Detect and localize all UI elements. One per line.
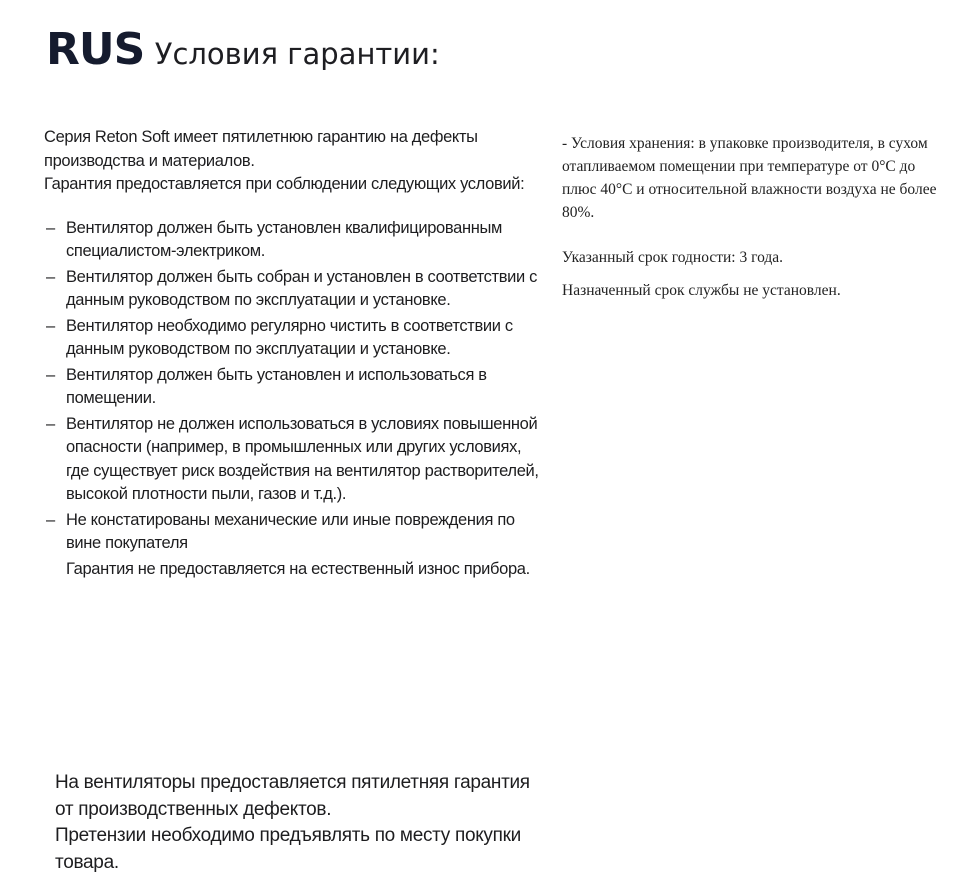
intro-paragraph: Серия Reton Soft имеет пятилетнюю гарантию на дефекты производства и материалов. (44, 128, 478, 170)
intro-paragraph: Гарантия предоставляется при соблюдении следующих условий: (44, 175, 525, 193)
condition-item (44, 217, 544, 264)
bullet-dash: – (46, 316, 55, 335)
language-code: RUS (46, 24, 145, 75)
condition-item (44, 315, 544, 362)
summary-paragraph: Претензии необходимо предъявлять по месту покупки товара. (55, 825, 521, 873)
page-header (46, 24, 440, 75)
bullet-dash: – (46, 267, 55, 286)
condition-text: Вентилятор должен быть установлен квалифицированным специалистом-электриком. (66, 218, 502, 260)
condition-item (44, 364, 544, 411)
bullet-dash: – (46, 365, 55, 384)
condition-text: Вентилятор не должен использоваться в условиях повышенной опасности (например, в промышленных или других условиях, где существует риск воздействия на вентилятор растворителей, высокой плотности пыли, газов и т.д.). (66, 414, 539, 503)
condition-text: Вентилятор должен быть установлен и использоваться в помещении. (66, 365, 487, 407)
conditions-list (44, 217, 544, 556)
warranty-terms-column (44, 126, 544, 581)
shelf-life: Указанный срок годности: 3 года. (562, 249, 784, 266)
intro-section (44, 126, 544, 197)
condition-text: Вентилятор необходимо регулярно чистить в соответствии с данным руководством по эксплуатации и установке. (66, 316, 513, 358)
condition-item (44, 509, 544, 556)
bullet-dash: – (46, 510, 55, 529)
condition-text: Не констатированы механические или иные повреждения по вине покупателя (66, 510, 515, 552)
storage-info-column (562, 132, 952, 302)
condition-text: Вентилятор должен быть собран и установлен в соответствии с данным руководством по эксплуатации и установке. (66, 267, 538, 309)
summary-section (55, 770, 545, 876)
storage-conditions: - Условия хранения: в упаковке производителя, в сухом отапливаемом помещении при температуре от 0°С до плюс 40°С и относительной влажности воздуха не более 80%. (562, 135, 937, 221)
page-title: Условия гарантии: (154, 37, 440, 71)
summary-paragraph: На вентиляторы предоставляется пятилетняя гарантия от производственных дефектов. (55, 772, 530, 820)
service-life: Назначенный срок службы не установлен. (562, 282, 841, 299)
condition-item (44, 266, 544, 313)
exclusion-note: Гарантия не предоставляется на естественный износ прибора. (66, 559, 530, 578)
bullet-dash: – (46, 414, 55, 433)
bullet-dash: – (46, 218, 55, 237)
condition-item (44, 413, 544, 507)
